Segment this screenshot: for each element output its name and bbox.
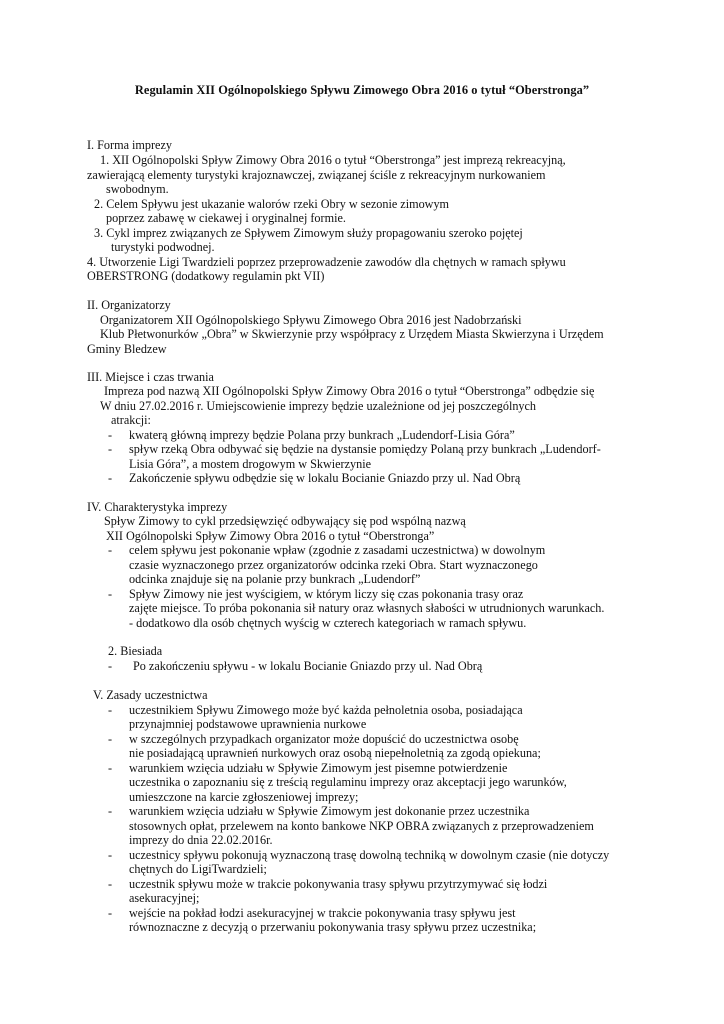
list-item: równoznaczne z decyzją o przerwaniu pokonywania trasy spływu przez uczestnika; [129, 920, 537, 934]
section-2-line: Klub Płetwonurków „Obra” w Skwierzynie przy współpracy z Urzędem Miasta Skwierzyna i Urzędem [100, 327, 604, 341]
list-item: odcinka znajduje się na polanie przy bunkrach „Ludendorf” [129, 572, 421, 586]
list-item: w szczególnych przypadkach organizator może dopuścić do uczestnictwa osobę [129, 732, 519, 746]
bullet-dash: - [108, 761, 113, 775]
list-item: uczestnika o zapoznaniu się z treścią regulaminu imprezy oraz akceptacji jego warunków, [129, 775, 567, 789]
bullet-dash: - [108, 906, 113, 920]
bullet-dash: - [108, 442, 113, 456]
list-item: uczestnik spływu może w trakcie pokonywania trasy spływu przytrzymywać się łodzi [129, 877, 548, 891]
subsection-heading: 2. Biesiada [108, 644, 163, 658]
list-item: uczestnicy spływu pokonują wyznaczoną trasę dowolną techniką w dowolnym czasie (nie dotyczy [129, 848, 610, 862]
section-3-line: Impreza pod nazwą XII Ogólnopolski Spływ Zimowy Obra 2016 o tytuł “Oberstronga” odbędzie się [104, 384, 595, 398]
section-3-line: atrakcji: [111, 413, 151, 427]
bullet-dash: - [108, 877, 113, 891]
section-1-line: 3. Cykl imprez związanych ze Spływem Zimowym służy propagowaniu szeroko pojętej [94, 226, 523, 240]
list-item: czasie wyznaczonego przez organizatorów odcinka rzeki Obra. Start wyznaczonego [129, 558, 538, 572]
list-item: chętnych do LigiTwardzieli; [129, 862, 267, 876]
section-5-heading: V. Zasady uczestnictwa [93, 688, 208, 702]
section-3-line: W dniu 27.02.2016 r. Umiejscowienie imprezy będzie uzależnione od jej poszczególnych [100, 399, 537, 413]
document-title: Regulamin XII Ogólnopolskiego Spływu Zimowego Obra 2016 o tytuł “Oberstronga” [134, 83, 590, 97]
bullet-dash: - [108, 471, 113, 485]
list-item: wejście na pokład łodzi asekuracyjnej w trakcie pokonywania trasy spływu jest [129, 906, 516, 920]
list-item: - dodatkowo dla osób chętnych wyścig w czterech kategoriach w ramach spływu. [129, 616, 527, 630]
bullet-dash: - [108, 659, 113, 673]
list-item: Spływ Zimowy nie jest wyścigiem, w którym liczy się czas pokonania trasy oraz [129, 587, 524, 601]
bullet-dash: - [108, 428, 113, 442]
section-4-line: Spływ Zimowy to cykl przedsięwzięć odbywający się pod wspólną nazwą [104, 514, 466, 528]
list-item: warunkiem wzięcia udziału w Spływie Zimowym jest dokonanie przez uczestnika [129, 804, 530, 818]
list-item: Zakończenie spływu odbędzie się w lokalu Bocianie Gniazdo przy ul. Nad Obrą [129, 471, 521, 485]
section-1-line: swobodnym. [106, 182, 169, 196]
list-item: przynajmniej podstawowe uprawnienia nurkowe [129, 717, 367, 731]
bullet-dash: - [108, 848, 113, 862]
section-1-line: zawierającą elementy turystyki krajoznawczej, związanej ściśle z rekreacyjnym nurkowaniem [87, 168, 546, 182]
bullet-dash: - [108, 587, 113, 601]
bullet-dash: - [108, 703, 113, 717]
list-item: Po zakończeniu spływu - w lokalu Bocianie Gniazdo przy ul. Nad Obrą [133, 659, 483, 673]
list-item: Lisia Góra”, a mostem drogowym w Skwierzynie [129, 457, 372, 471]
section-4-heading: IV. Charakterystyka imprezy [87, 500, 228, 514]
section-2-line: Organizatorem XII Ogólnopolskiego Spływu Zimowego Obra 2016 jest Nadobrzański [100, 313, 522, 327]
section-2-heading: II. Organizatorzy [87, 298, 171, 312]
list-item: nie posiadającą uprawnień nurkowych oraz osobą niepełnoletnią za zgodą opiekuna; [129, 746, 541, 760]
bullet-dash: - [108, 543, 113, 557]
bullet-dash: - [108, 732, 113, 746]
list-item: stosownych opłat, przelewem na konto bankowe NKP OBRA związanych z przeprowadzeniem [129, 819, 594, 833]
section-1-line: 4. Utworzenie Ligi Twardzieli poprzez przeprowadzenie zawodów dla chętnych w ramach spływu [87, 255, 566, 269]
section-3-heading: III. Miejsce i czas trwania [87, 370, 214, 384]
list-item: asekuracyjnej; [129, 891, 200, 905]
list-item: kwaterą główną imprezy będzie Polana przy bunkrach „Ludendorf-Lisia Góra” [129, 428, 515, 442]
section-1-line: turystyki podwodnej. [111, 240, 215, 254]
section-1-line: 1. XII Ogólnopolski Spływ Zimowy Obra 2016 o tytuł “Oberstronga” jest imprezą rekreacyjną, [100, 153, 566, 167]
list-item: imprezy do dnia 22.02.2016r. [129, 833, 273, 847]
list-item: umieszczone na karcie zgłoszeniowej imprezy; [129, 790, 359, 804]
section-1-heading: I. Forma imprezy [87, 138, 172, 152]
list-item: spływ rzeką Obra odbywać się będzie na dystansie pomiędzy Polaną przy bunkrach „Ludendorf- [129, 442, 601, 456]
bullet-dash: - [108, 804, 113, 818]
section-1-line: OBERSTRONG (dodatkowy regulamin pkt VII) [87, 269, 325, 283]
list-item: warunkiem wzięcia udziału w Spływie Zimowym jest pisemne potwierdzenie [129, 761, 508, 775]
list-item: zajęte miejsce. To próba pokonania sił natury oraz własnych słabości w utrudnionych warunkach. [129, 601, 605, 615]
section-1-line: poprzez zabawę w ciekawej i oryginalnej formie. [106, 211, 346, 225]
section-1-line: 2. Celem Spływu jest ukazanie walorów rzeki Obry w sezonie zimowym [94, 197, 450, 211]
section-2-line: Gminy Bledzew [87, 342, 167, 356]
list-item: uczestnikiem Spływu Zimowego może być każda pełnoletnia osoba, posiadająca [129, 703, 523, 717]
section-4-line: XII Ogólnopolski Spływ Zimowy Obra 2016 o tytuł “Oberstronga” [106, 529, 435, 543]
list-item: celem spływu jest pokonanie wpław (zgodnie z zasadami uczestnictwa) w dowolnym [129, 543, 546, 557]
